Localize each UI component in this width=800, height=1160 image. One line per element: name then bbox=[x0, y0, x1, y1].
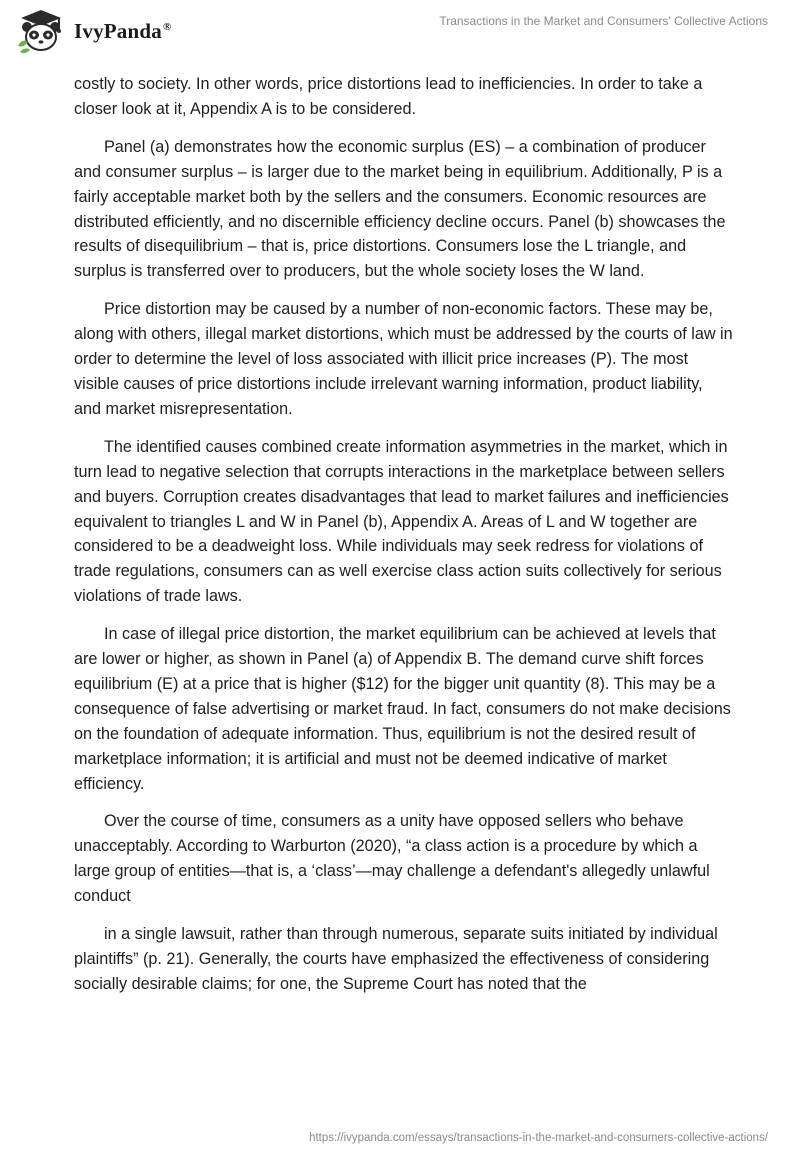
paragraph: in a single lawsuit, rather than through numerous, separate suits initiated by individual plaintiffs” (p. 21). Generally, the courts have emphasized the effectiveness of considering socially desirable claims; for one, the Supreme Court has noted that the bbox=[74, 925, 718, 993]
panda-logo-icon bbox=[14, 8, 68, 54]
document-title: Transactions in the Market and Consumers' Collective Actions bbox=[439, 14, 768, 28]
ivypanda-logo[interactable] bbox=[14, 8, 171, 54]
paragraph: In case of illegal price distortion, the market equilibrium can be achieved at levels that are lower or higher, as shown in Panel (a) of Appendix B. The demand curve shift forces equilibrium (E) at a price that is higher ($12) for the bigger unit quantity (8). This may be a consequence of false advertising or market fraud. In fact, consumers do not make decisions on the foundation of adequate information. Thus, equilibrium is not the desired result of marketplace information; it is artificial and must not be deemed indicative of market efficiency. bbox=[74, 625, 731, 793]
brand-name: IvyPanda® bbox=[74, 18, 172, 43]
source-url[interactable]: https://ivypanda.com/essays/transactions-in-the-market-and-consumers-collective-actions/ bbox=[309, 1132, 768, 1144]
paragraph: Price distortion may be caused by a number of non-economic factors. These may be, along with others, illegal market distortions, which must be addressed by the courts of law in order to determine the level of loss associated with illicit price increases (P). The most visible causes of price distortions include irrelevant warning information, product liability, and market misrepresentation. bbox=[74, 300, 733, 418]
paragraph: The identified causes combined create information asymmetries in the market, which in turn lead to negative selection that corrupts interactions in the marketplace between sellers and buyers. Corruption creates disadvantages that lead to market failures and inefficiencies equivalent to triangles L and W in Panel (b), Appendix A. Areas of L and W together are considered to be a deadweight loss. While individuals may seek redress for violations of trade regulations, consumers can as well exercise class action suits collectively for serious violations of trade laws. bbox=[74, 437, 729, 606]
paragraph: Panel (a) demonstrates how the economic surplus (ES) – a combination of producer and consumer surplus – is larger due to the market being in equilibrium. Additionally, P is a fairly acceptable market both by the sellers and the consumers. Economic resources are distributed efficiently, and no discernible efficiency decline occurs. Panel (b) showcases the results of disequilibrium – that is, price distortions. Consumers lose the L triangle, and surplus is transferred over to producers, but the whole society loses the W land. bbox=[74, 137, 726, 281]
paragraph: costly to society. In other words, price distortions lead to inefficiencies. In order to take a closer look at it, Appendix A is to be considered. bbox=[74, 75, 703, 118]
page-header bbox=[0, 0, 800, 64]
paragraph: Over the course of time, consumers as a unity have opposed sellers who behave unacceptably. According to Warburton (2020), “a class action is a procedure by which a large group of entities—that is, a ‘class’—may challenge a defendant's allegedly unlawful conduct bbox=[74, 812, 710, 906]
essay-body bbox=[74, 72, 734, 1010]
